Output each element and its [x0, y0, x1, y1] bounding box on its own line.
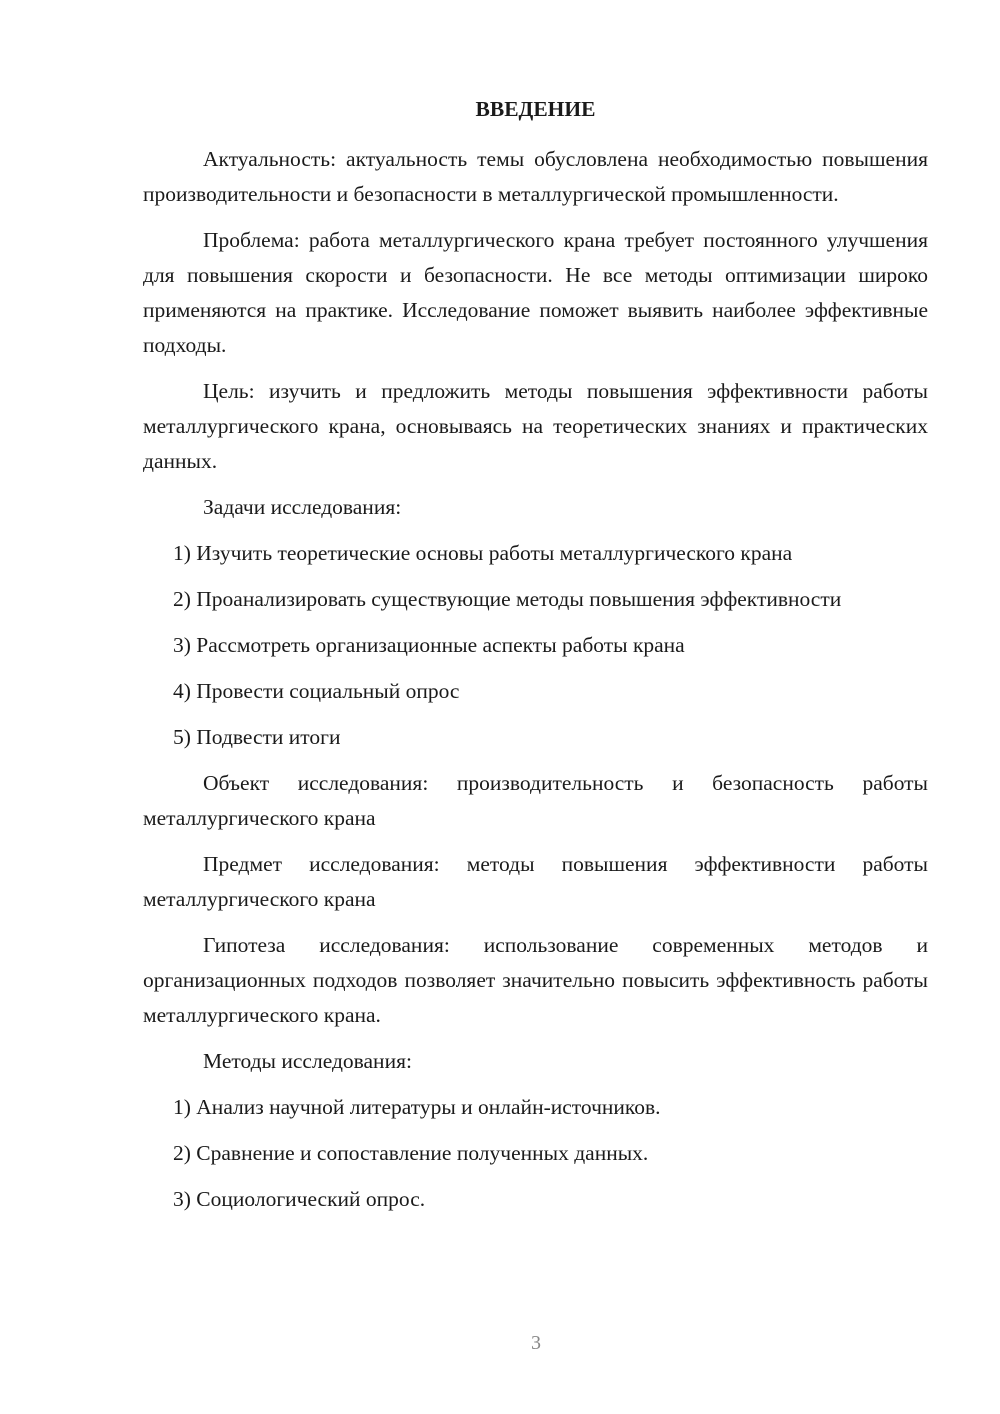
goal-paragraph: Цель: изучить и предложить методы повышения эффективности работы металлургического крана, основываясь на теоретических знаниях и практических данных. [143, 379, 928, 473]
method-item: 2) Сравнение и сопоставление полученных данных. [173, 1141, 649, 1165]
hypothesis-paragraph: Гипотеза исследования: использование современных методов и организационных подходов позволяет значительно повысить эффективность работы металлургического крана. [143, 933, 928, 1027]
methods-title: Методы исследования: [203, 1049, 412, 1073]
document-page [143, 92, 928, 1228]
task-item: 1) Изучить теоретические основы работы металлургического крана [173, 541, 793, 565]
task-item: 3) Рассмотреть организационные аспекты работы крана [173, 633, 685, 657]
task-item: 5) Подвести итоги [173, 725, 341, 749]
page-number: 3 [531, 1332, 541, 1354]
method-item: 1) Анализ научной литературы и онлайн-источников. [173, 1095, 661, 1119]
method-item: 3) Социологический опрос. [173, 1187, 426, 1211]
relevance-paragraph: Актуальность: актуальность темы обусловлена необходимостью повышения производительности и безопасности в металлургической промышленности. [143, 147, 928, 206]
task-item: 4) Провести социальный опрос [173, 679, 460, 703]
subject-paragraph: Предмет исследования: методы повышения эффективности работы металлургического крана [143, 852, 928, 911]
object-paragraph: Объект исследования: производительность и безопасность работы металлургического крана [143, 771, 928, 830]
tasks-title: Задачи исследования: [203, 495, 402, 519]
problem-paragraph: Проблема: работа металлургического крана требует постоянного улучшения для повышения скорости и безопасности. Не все методы оптимизации широко применяются на практике. Исследование поможет выявить наиболее эффективные подходы. [143, 228, 928, 357]
section-heading: ВВЕДЕНИЕ [475, 97, 596, 121]
task-item: 2) Проанализировать существующие методы повышения эффективности [173, 587, 842, 611]
